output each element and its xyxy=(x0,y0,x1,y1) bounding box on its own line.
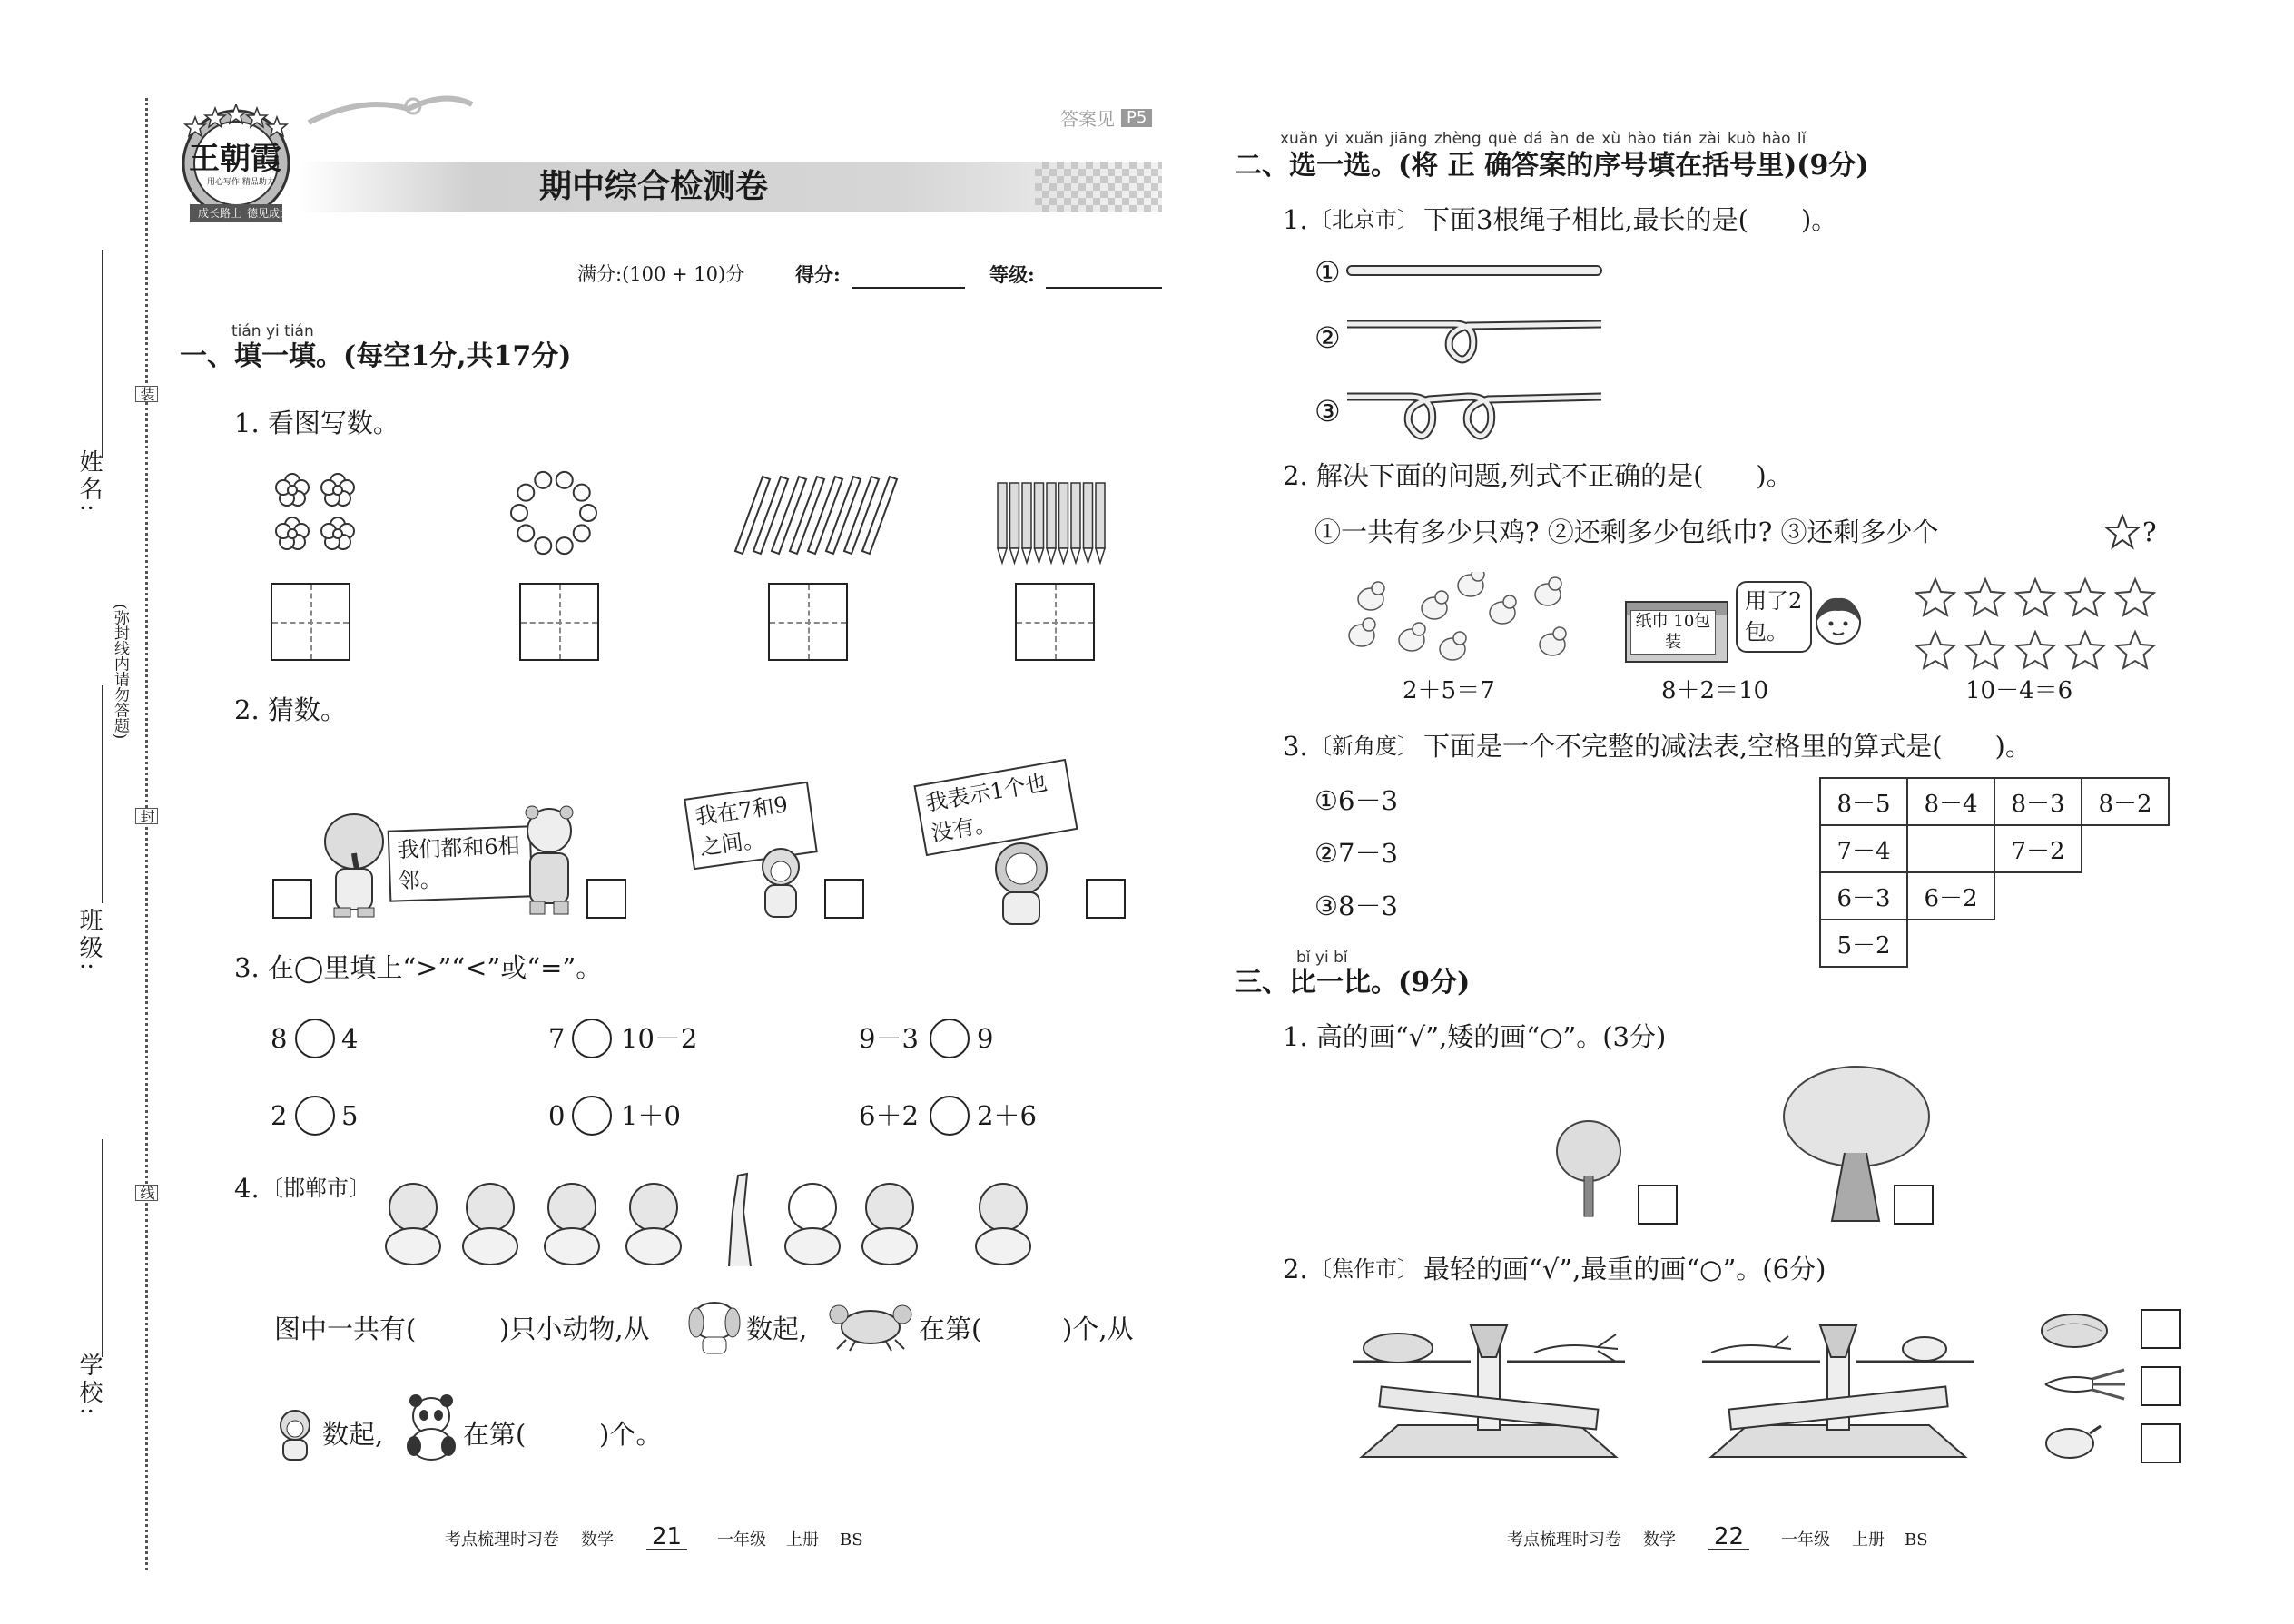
q4-text-2c: )个。 xyxy=(599,1419,663,1450)
school-label: 学校: xyxy=(75,1353,103,1419)
q4-text-1d: 在第( xyxy=(919,1314,982,1344)
q4-number: 4. xyxy=(234,1173,260,1204)
logo-subtext: 用心写作 精品助力 xyxy=(207,178,275,187)
rope-option-1: ① xyxy=(1314,255,1341,290)
table-cell: 8－3 xyxy=(1994,778,2082,825)
s2-q2-equation-2: 8＋2＝10 xyxy=(1661,677,1769,704)
section3-title: 三、比一比。(9分) xyxy=(1235,967,1471,999)
radish-answer-box[interactable] xyxy=(2141,1366,2181,1406)
answer-page-badge: P5 xyxy=(1121,109,1152,127)
table-cell: 7－2 xyxy=(1994,825,2082,872)
score-label: 得分: xyxy=(795,263,841,286)
q1-label: 1. 看图写数。 xyxy=(234,408,399,438)
table-cell: 8－4 xyxy=(1907,778,1994,825)
q4-region-tag: 〔邯郸市〕 xyxy=(261,1176,370,1201)
q3-circle-3[interactable] xyxy=(930,1019,970,1058)
monkey-icon xyxy=(749,844,812,930)
footer-left-grade: 一年级 xyxy=(717,1530,766,1550)
q2-answer-box-3[interactable] xyxy=(824,879,864,919)
school-line xyxy=(102,1139,103,1357)
grade-field[interactable] xyxy=(1046,287,1162,289)
table-cell: 5－2 xyxy=(1820,920,1907,967)
s2-q1-region-tag: 〔北京市〕 xyxy=(1310,207,1419,232)
table-cell: 8－2 xyxy=(2082,778,2169,825)
footer-left-volume: 上册 xyxy=(786,1530,819,1550)
panda-icon xyxy=(399,1393,463,1465)
table-row xyxy=(1820,778,2169,825)
radish-icon xyxy=(2038,1366,2129,1406)
name-label: 姓名: xyxy=(75,449,103,516)
star-outline-icon xyxy=(2104,514,2141,554)
class-line xyxy=(102,685,103,903)
q2-speech-bubble: 用了2包。 xyxy=(1736,581,1812,653)
section1-pinyin: tián yi tián xyxy=(231,322,314,340)
q4-text-2b: 在第( xyxy=(463,1419,527,1450)
s3-q2-text: 最轻的画“√”,最重的画“○”。(6分) xyxy=(1423,1254,1826,1284)
score-field[interactable] xyxy=(852,287,965,289)
q3-item4-left: 2 xyxy=(271,1100,288,1131)
table-empty xyxy=(1994,920,2082,967)
footer-right-series: 考点梳理时习卷 xyxy=(1507,1530,1621,1550)
q1-answer-box-1[interactable] xyxy=(271,583,350,661)
s2-q2-subquestions-end: ? xyxy=(2142,517,2157,547)
table-cell: 6－2 xyxy=(1907,872,1994,920)
q3-item5-left: 0 xyxy=(548,1100,566,1131)
footer-right-subject: 数学 xyxy=(1643,1530,1676,1550)
table-cell: 7－4 xyxy=(1820,825,1907,872)
s2-q3-tag: 〔新角度〕 xyxy=(1310,733,1419,759)
girl-icon xyxy=(1811,595,1866,671)
q2-answer-box-2[interactable] xyxy=(586,879,626,919)
page-title: 期中综合检测卷 xyxy=(539,168,769,205)
q1-answer-box-2[interactable] xyxy=(519,583,599,661)
s3-q1-text: 1. 高的画“√”,矮的画“○”。(3分) xyxy=(1283,1021,1667,1052)
small-tree-image xyxy=(1552,1117,1625,1225)
balance-scale-1 xyxy=(1344,1307,1634,1465)
q1-answer-box-4[interactable] xyxy=(1015,583,1095,661)
binding-mark-zhuang: 装 xyxy=(135,386,158,402)
q3-item2-right: 10－2 xyxy=(621,1023,698,1054)
q3-circle-5[interactable] xyxy=(572,1096,612,1136)
chicks-image xyxy=(1344,572,1570,684)
class-label: 班级: xyxy=(75,908,103,974)
binding-dotted-line xyxy=(145,98,148,1570)
footer-right-grade: 一年级 xyxy=(1781,1530,1830,1550)
table-empty xyxy=(2082,920,2169,967)
footer-left-subject: 数学 xyxy=(581,1530,614,1550)
beads-ring-image xyxy=(508,468,599,562)
balance-scale-2 xyxy=(1693,1307,1984,1465)
s2-q3-option-3: ③8－3 xyxy=(1314,891,1398,921)
footer-right-edition: BS xyxy=(1905,1530,1928,1550)
flowers-image xyxy=(272,470,359,557)
s2-q3-option-1: ①6－3 xyxy=(1314,785,1398,816)
q1-answer-box-3[interactable] xyxy=(768,583,848,661)
q2-sign-1: 我们都和6相邻。 xyxy=(388,825,534,902)
footer-left-page: 21 xyxy=(646,1525,687,1550)
rope-option-2: ② xyxy=(1314,320,1341,355)
q3-item4-right: 5 xyxy=(341,1100,359,1131)
section1-title: 一、填一填。(每空1分,共17分) xyxy=(180,340,572,372)
q3-item1-right: 4 xyxy=(341,1023,359,1054)
grade-label: 等级: xyxy=(989,263,1035,286)
s2-q1-text: 下面3根绳子相比,最长的是( )。 xyxy=(1423,204,1838,235)
tissue-box-label: 纸巾 10包装 xyxy=(1630,610,1716,655)
footer-right-page: 22 xyxy=(1708,1525,1749,1550)
stars-image xyxy=(1911,574,2165,686)
s2-q1-number: 1. xyxy=(1283,204,1308,235)
q3-circle-1[interactable] xyxy=(295,1019,335,1058)
dog-icon xyxy=(683,1294,746,1361)
binding-mark-xian: 线 xyxy=(135,1185,158,1201)
q3-label: 3. 在◯里填上“>”“<”或“=”。 xyxy=(234,952,603,983)
s2-q2-text: 2. 解决下面的问题,列式不正确的是( )。 xyxy=(1283,460,1793,491)
section2-pinyin: xuǎn yi xuǎn jiāng zhèng què dá àn de xù hào tián zài kuò hào lǐ xyxy=(1280,130,1807,148)
q4-text-1a: 图中一共有( xyxy=(274,1314,417,1344)
bear-icon xyxy=(517,803,581,925)
section3-pinyin: bǐ yi bǐ xyxy=(1296,949,1348,967)
eggplant-answer-box[interactable] xyxy=(2141,1423,2181,1463)
ribbon-decoration xyxy=(300,86,481,144)
logo-text: 王朝霞 xyxy=(189,141,281,177)
name-line xyxy=(102,250,103,458)
q2-sign-2: 我在7和9之间。 xyxy=(684,782,818,871)
q3-item3-right: 9 xyxy=(977,1023,994,1054)
q2-sign-3: 我表示1个也没有。 xyxy=(913,759,1078,857)
rope-2-image xyxy=(1345,313,1609,371)
monkey-small-icon xyxy=(271,1407,320,1465)
pencils-image xyxy=(994,481,1112,571)
s2-q3-number: 3. xyxy=(1283,731,1308,762)
s2-q3-option-2: ②7－3 xyxy=(1314,838,1398,869)
footer-left-series: 考点梳理时习卷 xyxy=(445,1530,559,1550)
animal-row xyxy=(377,1166,1067,1279)
q3-circle-2[interactable] xyxy=(572,1019,612,1058)
q3-item6-left: 6＋2 xyxy=(859,1100,919,1131)
s2-q2-subquestions: ①一共有多少只鸡? ②还剩多少包纸巾? ③还剩多少个 xyxy=(1314,517,1939,547)
cabbage-answer-box[interactable] xyxy=(2141,1309,2181,1349)
table-row xyxy=(1820,872,2169,920)
q3-item3-left: 9－3 xyxy=(859,1023,919,1054)
table-empty xyxy=(2082,872,2169,920)
s2-q2-equation-1: 2＋5＝7 xyxy=(1403,677,1495,704)
q2-answer-box-1[interactable] xyxy=(272,879,312,919)
footer-right-volume: 上册 xyxy=(1852,1530,1885,1550)
q4-text-1c: 数起, xyxy=(746,1314,808,1344)
sticks-image xyxy=(726,474,903,559)
lion-icon xyxy=(980,840,1062,934)
rope-3-image xyxy=(1345,386,1609,453)
binding-mark-feng: 封 xyxy=(135,808,158,824)
q3-item2-left: 7 xyxy=(548,1023,566,1054)
s3-q2-number: 2. xyxy=(1283,1254,1308,1284)
elephant-icon xyxy=(318,803,390,925)
subtraction-table xyxy=(1819,777,2170,968)
crab-icon xyxy=(828,1298,914,1356)
table-row xyxy=(1820,920,2169,967)
table-cell: 8－5 xyxy=(1820,778,1907,825)
answer-ref: 答案见 xyxy=(1060,108,1115,130)
s3-q2-tag: 〔焦作市〕 xyxy=(1310,1256,1419,1282)
s2-q3-text: 下面是一个不完整的减法表,空格里的算式是( )。 xyxy=(1423,731,2032,762)
q3-item5-right: 1＋0 xyxy=(621,1100,681,1131)
q2-label: 2. 猜数。 xyxy=(234,694,347,725)
q3-circle-4[interactable] xyxy=(295,1096,335,1136)
q4-text-1b: )只小动物,从 xyxy=(499,1314,650,1344)
table-row xyxy=(1820,825,2169,872)
q3-circle-6[interactable] xyxy=(930,1096,970,1136)
logo-banner-left: 成长路上 xyxy=(198,207,242,220)
s2-q2-equation-3: 10－4＝6 xyxy=(1965,677,2073,704)
checker-pattern xyxy=(1035,162,1162,212)
table-cell: 6－3 xyxy=(1820,872,1907,920)
binding-notice: (弥封线内请勿答题) xyxy=(111,604,129,740)
logo-banner-right: 德见成大 xyxy=(247,207,291,220)
section2-title: 二、选一选。(将 正 确答案的序号填在括号里)(9分) xyxy=(1235,150,1869,182)
table-cell-blank-answer[interactable] xyxy=(1907,825,1994,872)
table-empty xyxy=(2082,825,2169,872)
score-info: 满分:(100 + 10)分 xyxy=(577,263,745,285)
table-empty xyxy=(1907,920,1994,967)
table-empty xyxy=(1994,872,2082,920)
rope-option-3: ③ xyxy=(1314,394,1341,428)
big-tree-answer-box[interactable] xyxy=(1894,1185,1934,1225)
small-tree-answer-box[interactable] xyxy=(1638,1185,1678,1225)
footer-left-edition: BS xyxy=(840,1530,863,1550)
q4-text-1e: )个,从 xyxy=(1062,1314,1134,1344)
eggplant-icon xyxy=(2043,1421,2106,1465)
cabbage-icon xyxy=(2038,1309,2111,1356)
rope-1-image xyxy=(1345,259,1609,290)
q3-item6-right: 2＋6 xyxy=(977,1100,1037,1131)
q2-answer-box-4[interactable] xyxy=(1086,879,1126,919)
q3-item1-left: 8 xyxy=(271,1023,288,1054)
q4-text-2a: 数起, xyxy=(322,1419,384,1450)
